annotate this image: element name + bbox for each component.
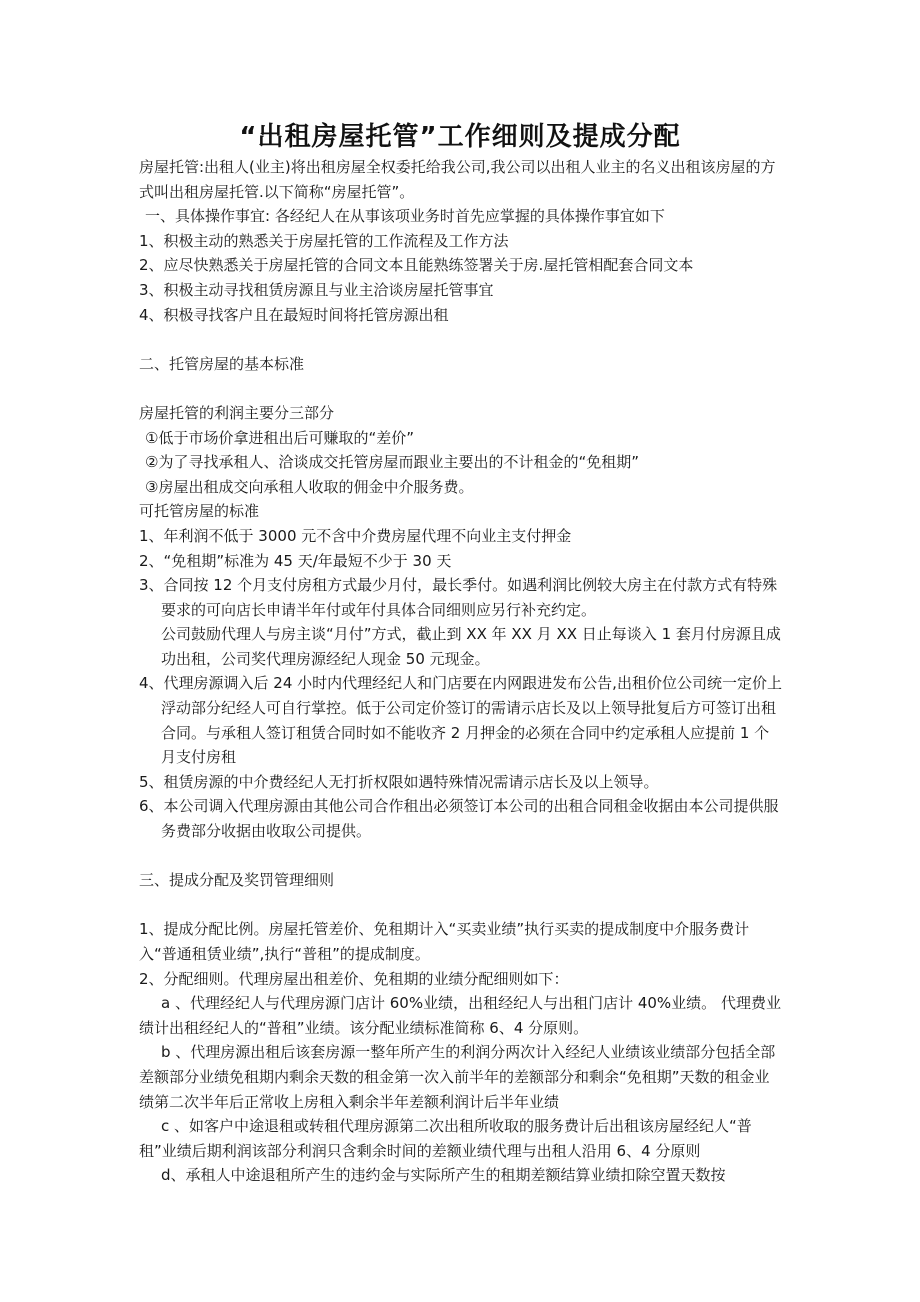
profit-item: ①低于市场价拿进租出后可赚取的“差价” (145, 428, 414, 447)
standard-item: 5、租赁房源的中介费经纪人无打折权限如遇特殊情况需请示店长及以上领导。 (139, 772, 659, 791)
rule-a: a 、代理经纪人与代理房源门店计 60%业绩，出租经纪人与出租门店计 40%业绩。 代理费业绩计出租经纪人的“普租”业绩。该分配业绩标准简称 6、4 分原则。 (139, 994, 781, 1037)
section1-item: 2、应尽快熟悉关于房屋托管的合同文本且能熟练签署关于房.屋托管相配套合同文本 (139, 256, 694, 275)
section3-paragraph: 2、分配细则。代理房屋出租差价、免租期的业绩分配细则如下： (139, 969, 569, 988)
spacer (139, 893, 784, 918)
standard-intro: 可托管房屋的标准 (139, 502, 260, 521)
section2-heading: 二、托管房屋的基本标准 (139, 354, 305, 373)
standard-item: 2、“免租期”标准为 45 天/年最短不少于 30 天 (139, 551, 452, 570)
section1-item: 4、积极寻找客户且在最短时间将托管房源出租 (139, 305, 449, 324)
section1-heading: 一、具体操作事宜: 各经纪人在从事该项业务时首先应掌握的具体操作事宜如下 (145, 207, 665, 226)
document-title: “出租房屋托管”工作细则及提成分配 (239, 122, 681, 152)
profit-intro: 房屋托管的利润主要分三部分 (139, 403, 335, 422)
standard-item: 1、年利润不低于 3000 元不含中介费房屋代理不向业主支付押金 (139, 526, 572, 545)
intro-paragraph: 房屋托管:出租人(业主)将出租房屋全权委托给我公司,我公司以出租人业主的名义出租该房屋的方式叫出租房屋托管.以下简称“房屋托管”。 (139, 158, 776, 201)
section3-heading: 三、提成分配及奖罚管理细则 (139, 871, 335, 890)
spacer (139, 844, 784, 869)
profit-item: ③房屋出租成交向承租人收取的佣金中介服务费。 (145, 477, 474, 496)
section1-item: 1、积极主动的熟悉关于房屋托管的工作流程及工作方法 (139, 231, 509, 250)
document-body (139, 155, 784, 1188)
rule-c: c 、如客户中途退租或转租代理房源第二次出租所收取的服务费计后出租该房屋经纪人“普租”业绩后期利润该部分利润只含剩余时间的差额业绩代理与出租人沿用 6、4 分原则 (139, 1117, 752, 1160)
standard-item: 4、代理房源调入后 24 小时内代理经纪人和门店要在内网跟进发布公告,出租价位公司统一定价上浮动部分纪经人可自行掌控。低于公司定价签订的需请示店长及以上领导批复后方可签订出租合同。与承租人签订租赁合同时如不能收齐 2 月押金的必须在合同中约定承租人应提前 1 个月支付房租 (139, 674, 782, 767)
rule-b: b 、代理房源出租后该套房源一整年所产生的利润分两次计入经纪人业绩该业绩部分包括全部差额部分业绩免租期内剩余天数的租金第一次入前半年的差额部分和剩余“免租期”天数的租金业绩第二次半年后正常收上房租入剩余半年差额利润计后半年业绩 (139, 1043, 776, 1111)
rule-d: d、承租人中途退租所产生的违约金与实际所产生的租期差额结算业绩扣除空置天数按 (161, 1166, 726, 1185)
spacer (139, 376, 784, 401)
spacer (139, 327, 784, 352)
standard-item: 3、合同按 12 个月支付房租方式最少月付，最长季付。如遇利润比例较大房主在付款方式有特殊要求的可向店长申请半年付或年付具体合同细则应另行补充约定。 (139, 576, 778, 619)
section1-item: 3、积极主动寻找租赁房源且与业主洽谈房屋托管事宜 (139, 280, 494, 299)
profit-item: ②为了寻找承租人、洽谈成交托管房屋而跟业主要出的不计租金的“免租期” (145, 453, 639, 472)
standard-item-note: 公司鼓励代理人与房主谈“月付”方式，截止到 XX 年 XX 月 XX 日止每谈入 1 套月付房源且成功出租，公司奖代理房源经纪人现金 50 元现金。 (161, 625, 781, 668)
standard-item: 6、本公司调入代理房源由其他公司合作租出必须签订本公司的出租合同租金收据由本公司提供服务费部分收据由收取公司提供。 (139, 797, 779, 841)
section3-paragraph: 1、提成分配比例。房屋托管差价、免租期计入“买卖业绩”执行买卖的提成制度中介服务费计入“普通租赁业绩”,执行“普租”的提成制度。 (139, 920, 750, 963)
